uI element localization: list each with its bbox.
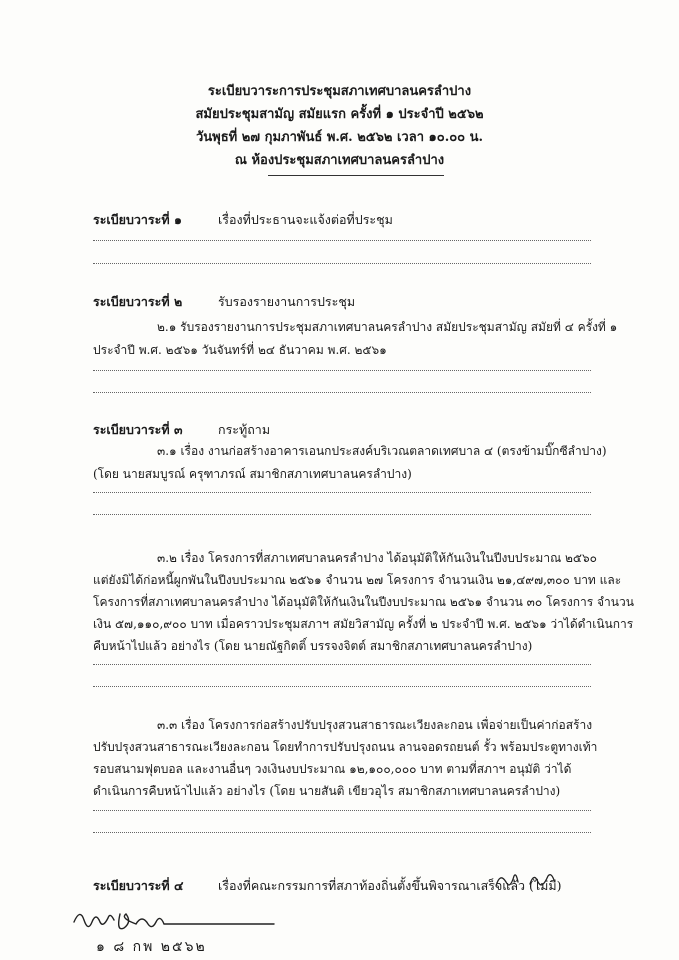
agenda-4-title: เรื่องที่คณะกรรมการที่สภาท้องถิ่นตั้งขึ้นพิจารณาเสร็จแล้ว (ไม่มี) xyxy=(218,878,562,893)
doc-venue: ณ ห้องประชุมสภาเทศบาลนครลำปาง xyxy=(234,153,445,168)
question-2-line: คืบหน้าไปแล้ว อย่างไร (โดย นายณัฐกิตติ์ บรรจงจิตต์ สมาชิกสภาเทศบาลนครลำปาง) xyxy=(93,639,533,653)
handwritten-initials xyxy=(490,866,570,896)
date-stamp: ๑ ๘ กพ ๒๕๖๒ xyxy=(96,939,207,955)
doc-title: ระเบียบวาระการประชุมสภาเทศบาลนครลำปาง xyxy=(207,84,472,99)
question-2-line: เงิน ๕๗,๑๑๐,๙๐๐ บาท เมื่อคราวประชุมสภาฯ สมัยวิสามัญ ครั้งที่ ๒ ประจำปี พ.ศ. ๒๕๖๑ ว่าได้ดำเนินการ xyxy=(93,617,634,631)
agenda-2-title: รับรองรายงานการประชุม xyxy=(218,294,356,309)
dotted-line xyxy=(93,392,591,393)
header-underline xyxy=(268,175,444,176)
dotted-line xyxy=(93,263,591,264)
question-3-line: ๓.๓ เรื่อง โครงการก่อสร้างปรับปรุงสวนสาธารณะเวียงละกอน เพื่อจ่ายเป็นค่าก่อสร้าง xyxy=(157,718,593,732)
handwritten-signature xyxy=(70,900,290,936)
agenda-1-label: ระเบียบวาระที่ ๑ xyxy=(93,212,182,227)
dotted-line xyxy=(93,240,591,241)
question-3-line: รอบสนามฟุตบอล และงานอื่นๆ วงเงินงบประมาณ ๑๒,๑๐๐,๐๐๐ บาท ตามที่สภาฯ อนุมัติ ว่าได้ xyxy=(93,762,572,776)
question-2-line: โครงการที่สภาเทศบาลนครลำปาง ได้อนุมัติให้กันเงินในปีงบประมาณ ๒๕๖๑ จำนวน ๓๐ โครงการ จำนวน xyxy=(93,595,634,609)
dotted-line xyxy=(93,492,591,493)
agenda-2-item-line: ประจำปี พ.ศ. ๒๕๖๑ วันจันทร์ที่ ๒๔ ธันวาคม พ.ศ. ๒๕๖๑ xyxy=(93,343,387,357)
doc-session: สมัยประชุมสามัญ สมัยแรก ครั้งที่ ๑ ประจำปี ๒๕๖๒ xyxy=(195,107,484,122)
question-1-line: (โดย นายสมบูรณ์ ครุฑาภรณ์ สมาชิกสภาเทศบาลนครลำปาง) xyxy=(93,467,412,481)
question-1-line: ๓.๑ เรื่อง งานก่อสร้างอาคารเอนกประสงค์บริเวณตลาดเทศบาล ๔ (ตรงข้ามบิ๊กซีลำปาง) xyxy=(157,444,607,458)
dotted-line xyxy=(93,810,591,811)
dotted-line xyxy=(93,686,591,687)
agenda-3-title: กระทู้ถาม xyxy=(218,422,271,437)
dotted-line xyxy=(93,664,591,665)
question-2-line: แต่ยังมิได้ก่อหนี้ผูกพันในปีงบประมาณ ๒๕๖๑ จำนวน ๒๗ โครงการ จำนวนเงิน ๒๑,๔๙๗,๓๐๐ บาท และ xyxy=(93,573,622,587)
agenda-1-title: เรื่องที่ประธานจะแจ้งต่อที่ประชุม xyxy=(218,212,393,227)
question-2-line: ๓.๒ เรื่อง โครงการที่สภาเทศบาลนครลำปาง ได้อนุมัติให้กันเงินในปีงบประมาณ ๒๕๖๐ xyxy=(157,551,597,565)
agenda-2-label: ระเบียบวาระที่ ๒ xyxy=(93,294,183,309)
agenda-3-label: ระเบียบวาระที่ ๓ xyxy=(93,422,183,437)
question-3-line: ปรับปรุงสวนสาธารณะเวียงละกอน โดยทำการปรับปรุงถนน ลานจอดรถยนต์ รั้ว พร้อมประตูทางเท้า xyxy=(93,740,598,754)
dotted-line xyxy=(93,832,591,833)
agenda-4-label: ระเบียบวาระที่ ๔ xyxy=(93,878,184,893)
agenda-2-item-line: ๒.๑ รับรองรายงานการประชุมสภาเทศบาลนครลำปาง สมัยประชุมสามัญ สมัยที่ ๔ ครั้งที่ ๑ xyxy=(157,320,618,334)
question-3-line: ดำเนินการคืบหน้าไปแล้ว อย่างไร (โดย นายสันติ เขียวอุไร สมาชิกสภาเทศบาลนครลำปาง) xyxy=(93,784,561,798)
dotted-line xyxy=(93,514,591,515)
doc-date: วันพุธที่ ๒๗ กุมภาพันธ์ พ.ศ. ๒๕๖๒ เวลา ๑๐.๐๐ น. xyxy=(195,130,484,145)
dotted-line xyxy=(93,370,591,371)
